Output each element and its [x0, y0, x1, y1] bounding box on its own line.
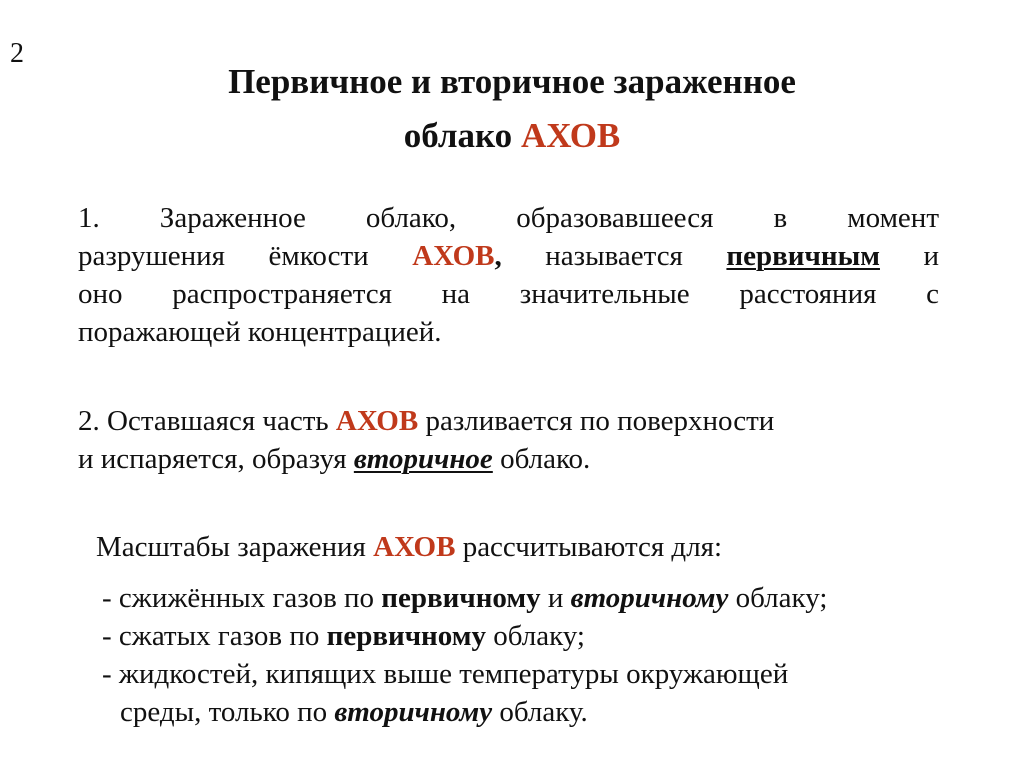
title-accent: АХОВ: [520, 116, 621, 155]
p1-line-2-b: называется: [501, 240, 727, 272]
scale-intro: [96, 528, 722, 566]
paragraph-primary-cloud: [78, 199, 939, 351]
list-item: [102, 617, 827, 655]
list-item-text: и: [540, 582, 571, 614]
p2-secondary-term: вторичное: [353, 443, 493, 475]
p1-line-2-c: и: [879, 240, 940, 272]
p1-accent: АХОВ: [412, 240, 495, 272]
p1-line-2: [78, 237, 939, 275]
scale-list: [102, 579, 827, 731]
list-item-text: - жидкостей, кипящих выше температуры окружающей: [102, 658, 789, 690]
list-item-continuation: [102, 693, 827, 731]
scale-accent: АХОВ: [373, 531, 456, 563]
p2-line-1: [78, 402, 939, 440]
title-line-2-text: облако: [403, 116, 521, 155]
p2-accent: АХОВ: [335, 405, 419, 437]
p2-line-1-b: разливается по поверхности: [418, 405, 775, 437]
list-item-primary: первичному: [326, 620, 486, 652]
p1-comma: ,: [494, 240, 502, 272]
p1-line-2-a: разрушения ёмкости: [78, 240, 413, 272]
list-item: [102, 579, 827, 617]
p2-line-2-b: облако.: [492, 443, 591, 475]
paragraph-secondary-cloud: [78, 402, 939, 478]
title-line-2: [0, 109, 1024, 163]
p2-line-1-a: 2. Оставшаяся часть: [78, 405, 336, 437]
list-item-text: облаку;: [485, 620, 585, 652]
slide-title: [0, 55, 1024, 163]
list-item: [102, 655, 827, 693]
list-item-text: среды, только по: [120, 696, 335, 728]
p2-line-2-a: и испаряется, образуя: [78, 443, 354, 475]
list-item-text: - сжижённых газов по: [102, 582, 382, 614]
scale-intro-b: рассчитываются для:: [455, 531, 723, 563]
slide-number: 2: [10, 38, 24, 69]
p1-primary-term: первичным: [726, 240, 880, 272]
list-item-text: облаку.: [492, 696, 588, 728]
list-item-secondary: вторичному: [334, 696, 493, 728]
p1-line-3: оно распространяется на значительные расстояния с: [78, 278, 939, 310]
p1-line-4: поражающей концентрацией.: [78, 316, 442, 348]
list-item-text: - сжатых газов по: [102, 620, 327, 652]
list-item-text: облаку;: [728, 582, 828, 614]
p2-line-2: [78, 440, 939, 478]
title-line-1: Первичное и вторичное зараженное: [228, 62, 796, 101]
list-item-primary: первичному: [381, 582, 541, 614]
list-item-secondary: вторичному: [570, 582, 729, 614]
p1-line-1: 1. Зараженное облако, образовавшееся в момент: [78, 202, 939, 234]
scale-intro-a: Масштабы заражения: [96, 531, 374, 563]
